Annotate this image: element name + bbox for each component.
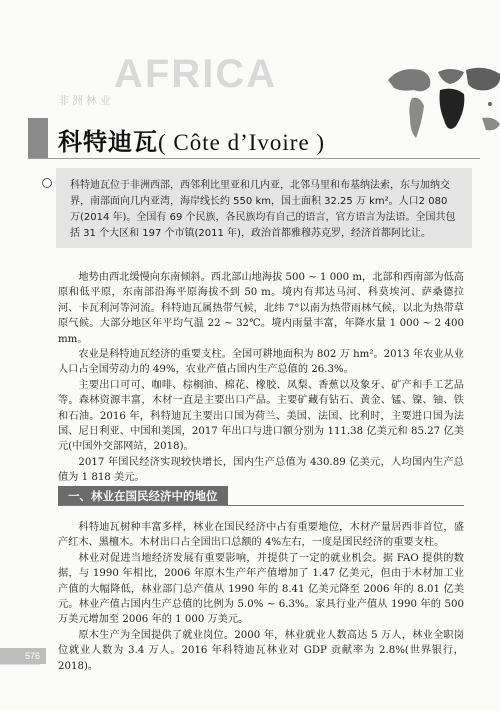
bullet-icon [42,178,52,188]
africa-watermark: AFRICA [114,52,278,96]
title-accent-block [28,118,48,158]
paragraph: 主要出口可可、咖啡、棕榈油、棉花、橡胶、凤梨、香蕉以及象牙、矿产和手工艺品等。森林资源丰富，木材一直是主要出口产品。主要矿藏有钻石、黄金、锰、镍、铀、铁和石油。2016 年，科特迪瓦主要出口国为荷兰、美国、法国、比利时，主要进口国为法国、尼日利亚、中国和美国，2017 年出口与进口额分别为 111.38 亿美元和 85.27 亿美元(中国外交部网站，2018)。 [58,379,464,453]
paragraph: 林业对促进当地经济发展有重要影响，并提供了一定的就业机会。据 FAO 提供的数据，与 1990 年相比，2006 年原木生产年产值增加了 1.47 亿美元，但由于木材加工业产值的大幅降低，林业部门总产值从 1990 年的 8.41 亿美元降至 2006 年的 8.01 亿美元。林业产值占国内生产总值的比例为 5.0% ~ 6.3%。家具行业产值从 1990 年的 500 万美元增加至 2006 年的 1 000 万美元。 [58,552,464,626]
paragraph: 2017 年国民经济实现较快增长，国内生产总值为 430.89 亿美元，人均国内生产总值为 1 818 美元。 [58,456,464,484]
section-heading [58,486,464,506]
title-cn: 科特迪瓦 [58,128,158,156]
title-latin: ( Côte d’Ivoire ) [158,130,326,155]
running-head: 非洲林业 [58,95,114,107]
section-body [58,520,464,674]
paragraph: 科特迪瓦树种丰富多样，林业在国民经济中占有重要地位，木材产量居西非首位，盛产红木、黑檀木。木材出口占全国出口总额的 4%左右，一度是国民经济的重要支柱。 [58,522,464,549]
paragraph: 农业是科特迪瓦经济的重要支柱。全国可耕地面积为 802 万 hm²。2013 年农业从业人口占全国劳动力的 49%，农业产值占国内生产总值的 26.3%。 [58,349,464,376]
country-title-bar [28,118,480,158]
title-underline [28,158,480,159]
page-title [58,122,325,157]
paragraph: 原木生产为全国提供了就业岗位。2000 年，林业就业人数高达 5 万人，林业全职岗位就业人数为 3.4 万人。2016 年科特迪瓦林业对 GDP 贡献率为 2.8%(世界银行，2018)。 [58,629,464,672]
body-text [58,270,464,486]
footer-rule [0,664,40,665]
page-number: 576 [0,648,46,664]
summary-text: 科特迪瓦位于非洲西部，西邻利比里亚和几内亚，北邻马里和布基纳法索，东与加纳交界，南部面向几内亚湾，海岸线长约 550 km，国土面积 32.25 万 km²。人口2 080 万(2014 年)。全国有 69 个民族，各民族均有自己的语言，官方语言为法语。全国共包括 31 个大区和 197 个市镇(2011 年)，政治首都雅穆苏克罗，经济首都阿比让。 [70,180,456,239]
chapter-header [28,52,480,114]
summary-box [56,168,472,248]
section-rule [58,505,464,506]
paragraph: 地势由西北缓慢向东南倾斜。西北部山地海拔 500 ~ 1 000 m，北部和西南部为低高原和低平原，东南部沿海平原海拔不到 50 m。境内有邦达马河、科莫埃河、萨桑德拉河、卡瓦利河等河流。科特迪瓦属热带气候，北纬 7°以南为热带雨林气候，以北为热带草原气候。大部分地区年平均气温 22 ~ 32℃。境内雨量丰富，年降水量 1 000 ~ 2 400 mm。 [58,272,464,345]
section-heading-label: 一、林业在国民经济中的地位 [58,486,228,506]
